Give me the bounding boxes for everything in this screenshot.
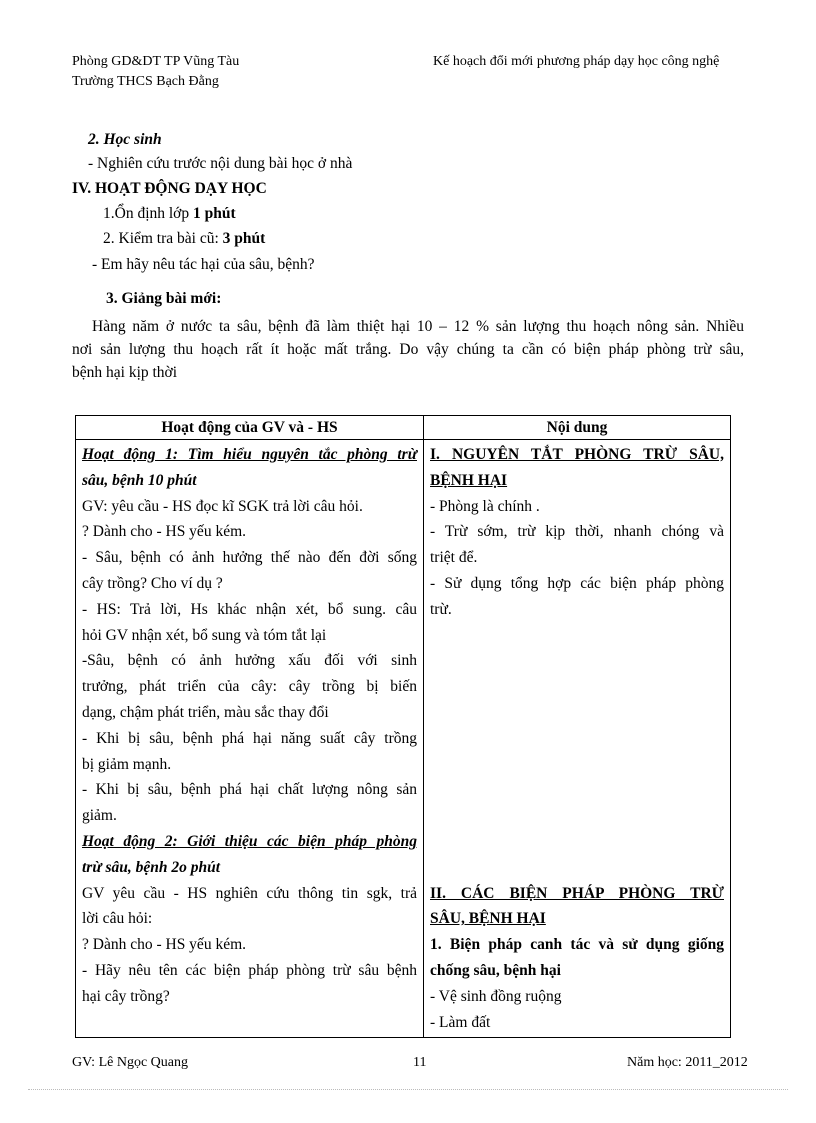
cultivation-title-cont: chống sâu, bệnh hại	[430, 961, 561, 979]
activity2-line: GV yêu cầu - HS nghiên cứu thông tin sgk, trả	[82, 884, 417, 902]
step-stabilize-time: 1 phút	[193, 205, 236, 222]
activities-cell	[76, 440, 424, 1038]
spacer	[430, 648, 724, 674]
table-row	[76, 440, 731, 1038]
principle-item: - Phòng là chính .	[430, 497, 540, 515]
spacer	[430, 803, 724, 829]
activity2-title-cont: trừ sâu, bệnh 2o phút	[82, 858, 221, 876]
table-header-row	[76, 416, 731, 440]
activity1-line: dạng, chậm phát triển, màu sắc thay đổi	[82, 703, 329, 721]
activity2-line: ? Dành cho - HS yếu kém.	[82, 936, 246, 954]
spacer	[430, 623, 724, 649]
activity1-line: -Sâu, bệnh có ảnh hưởng xấu đối với sinh	[82, 652, 417, 670]
principle-item: triệt để.	[430, 549, 478, 567]
intro-line: nơi sản lượng thu hoạch rất ít hoặc mất trắng. Do vậy chúng ta cần có biện pháp phòng trừ sâu,	[72, 341, 744, 358]
lesson-activity-table	[75, 415, 731, 1038]
content-cell	[424, 440, 731, 1038]
step-stabilize-text: 1.Ổn định lớp	[103, 205, 190, 222]
step-review-text: 2. Kiểm tra bài cũ:	[103, 230, 219, 247]
activity2-line: lời câu hỏi:	[82, 910, 153, 928]
spacer	[430, 829, 724, 855]
spacer	[430, 752, 724, 778]
cultivation-title: 1. Biện pháp canh tác và sử dụng giống	[430, 936, 724, 954]
intro-paragraph	[72, 315, 744, 384]
principles-title: I. NGUYÊN TẮT PHÒNG TRỪ SÂU,	[430, 446, 724, 463]
spacer	[430, 700, 724, 726]
step-new-lesson: 3. Giảng bài mới:	[106, 290, 222, 307]
activity1-line: - Sâu, bệnh có ảnh hưởng thế nào đến đời sống	[82, 549, 417, 567]
activity1-line: cây trồng? Cho ví dụ ?	[82, 574, 223, 592]
header-document-title: Kế hoạch đổi mới phương pháp dạy học công nghệ	[433, 54, 720, 69]
review-question: - Em hãy nêu tác hại của sâu, bệnh?	[92, 256, 315, 273]
col-header-content: Nội dung	[424, 416, 731, 440]
activity1-line: - Khi bị sâu, bệnh phá hại chất lượng nông sản	[82, 781, 417, 799]
intro-line: bệnh hại kịp thời	[72, 364, 178, 381]
activity2-title: Hoạt động 2: Giới thiệu các biện pháp phòng	[82, 832, 417, 850]
spacer	[430, 674, 724, 700]
principles-title-cont: BỆNH HẠI	[430, 471, 508, 489]
activity1-line: - Khi bị sâu, bệnh phá hại năng suất cây trồng	[82, 729, 417, 747]
activity1-title: Hoạt động 1: Tìm hiểu nguyên tắc phòng trừ	[82, 446, 417, 463]
activity1-line: trưởng, phát triển của cây: cây trồng bị biến	[82, 678, 417, 696]
principle-item: - Trừ sớm, trừ kịp thời, nhanh chóng và	[430, 523, 724, 541]
header-school-department: Phòng GD&DT TP Vũng Tàu	[72, 54, 240, 69]
section-student-title: 2. Học sinh	[88, 131, 162, 148]
footer-school-year: Năm học: 2011_2012	[627, 1055, 748, 1070]
spacer	[430, 726, 724, 752]
col-header-activities: Hoạt động của GV và - HS	[76, 416, 424, 440]
section-student-heading	[88, 131, 162, 149]
header-school-name: Trường THCS Bạch Đằng	[72, 74, 219, 89]
intro-line: Hàng năm ở nước ta sâu, bệnh đã làm thiệt hại 10 – 12 % sản lượng thu hoạch nông sản. Nhiều	[92, 318, 744, 335]
section-student-item: - Nghiên cứu trước nội dung bài học ở nhà	[88, 155, 353, 172]
activity1-line: giảm.	[82, 807, 117, 825]
footer-divider	[28, 1089, 788, 1090]
activity2-line: - Hãy nêu tên các biện pháp phòng trừ sâu bệnh	[82, 961, 417, 979]
step-stabilize	[103, 205, 236, 223]
activities-heading: IV. HOẠT ĐỘNG DẠY HỌC	[72, 180, 267, 197]
spacer	[430, 855, 724, 881]
activity1-line: GV: yêu cầu - HS đọc kĩ SGK trả lời câu hỏi.	[82, 497, 363, 515]
methods-title: II. CÁC BIỆN PHÁP PHÒNG TRỪ	[430, 884, 724, 902]
activity1-title-cont: sâu, bệnh 10 phút	[82, 471, 197, 489]
activity1-line: ? Dành cho - HS yếu kém.	[82, 523, 246, 541]
activity2-line: hại cây trồng?	[82, 987, 170, 1005]
footer-teacher: GV: Lê Ngọc Quang	[72, 1055, 188, 1070]
activity1-line: - HS: Trả lời, Hs khác nhận xét, bổ sung. câu	[82, 600, 417, 618]
principle-item: trừ.	[430, 600, 452, 618]
activity1-line: hỏi GV nhận xét, bổ sung và tóm tắt lại	[82, 626, 327, 644]
cultivation-item: - Vệ sinh đồng ruộng	[430, 987, 562, 1005]
footer-page-number: 11	[413, 1055, 427, 1070]
activity1-line: bị giảm mạnh.	[82, 755, 172, 773]
cultivation-item: - Làm đất	[430, 1013, 491, 1031]
step-review	[103, 230, 265, 248]
spacer	[430, 777, 724, 803]
methods-title-cont: SÂU, BỆNH HẠI	[430, 910, 546, 928]
step-review-time: 3 phút	[222, 230, 266, 247]
principle-item: - Sử dụng tổng hợp các biện pháp phòng	[430, 574, 724, 592]
